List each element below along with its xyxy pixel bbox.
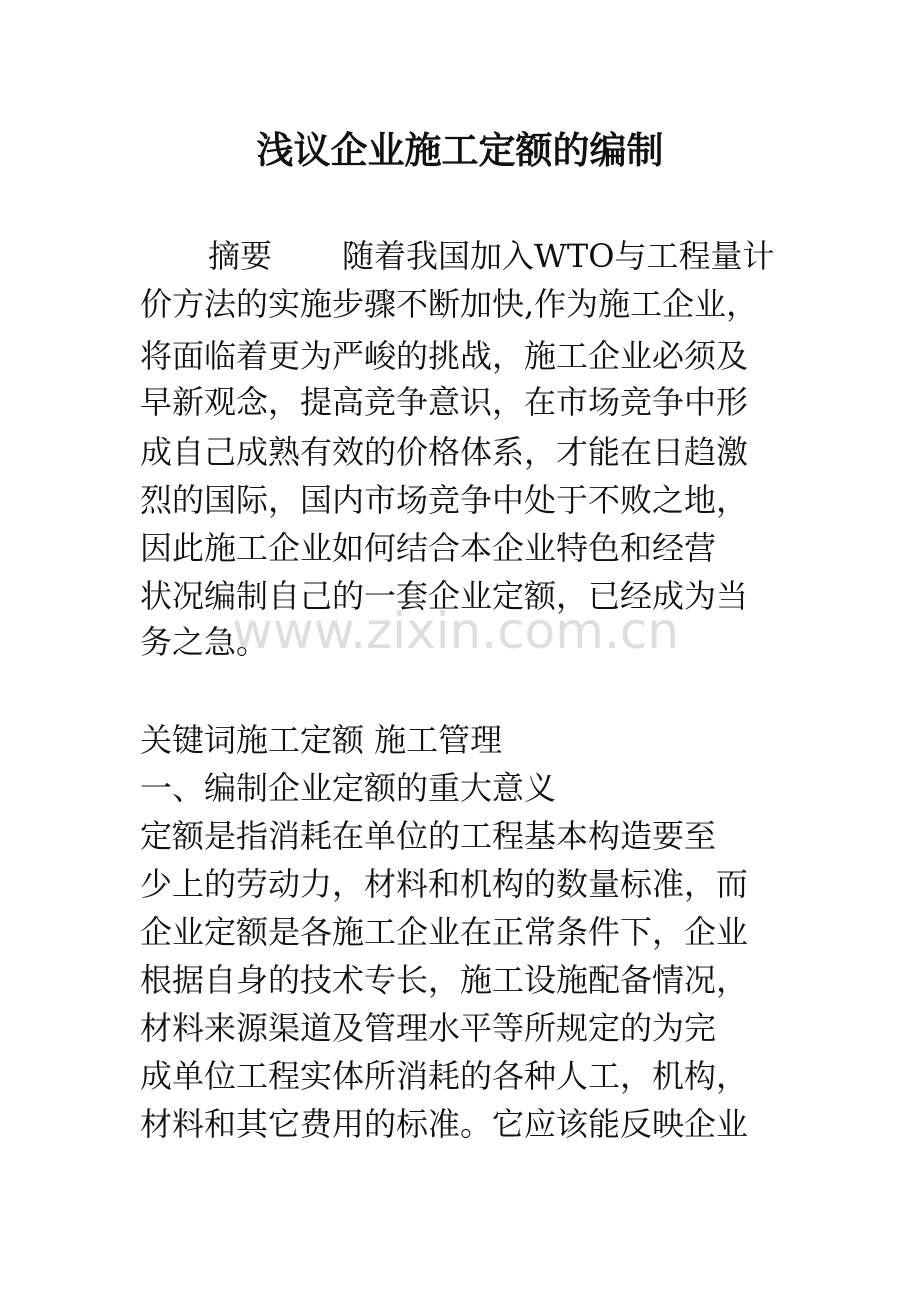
- section-heading: 一、编制企业定额的重大意义: [140, 769, 557, 807]
- text-line: 早新观念，提高竞争意识，在市场竞争中形: [140, 383, 749, 421]
- text-line: 少上的劳动力，材料和机构的数量标准，而: [140, 865, 749, 903]
- text-line: 根据自身的技术专长，施工设施配备情况，: [140, 961, 749, 999]
- keywords-line: 关键词施工定额 施工管理: [140, 721, 503, 759]
- text-line: 材料来源渠道及管理水平等所规定的为完: [140, 1009, 717, 1047]
- watermark-text: www.zixin.com.cn: [232, 602, 680, 660]
- text-line: 定额是指消耗在单位的工程基本构造要至: [140, 817, 717, 855]
- abstract-text: 随着我国加入WTO与工程量计: [342, 237, 775, 275]
- text-line: 成自己成熟有效的价格体系，才能在日趋激: [140, 433, 749, 471]
- text-line: 成单位工程实体所消耗的各种人工，机构，: [140, 1057, 749, 1095]
- text-line: 企业定额是各施工企业在正常条件下，企业: [140, 913, 749, 951]
- text-line: 材料和其它费用的标准。它应该能反映企业: [140, 1105, 749, 1143]
- abstract-line: [208, 234, 775, 278]
- text-line: 烈的国际，国内市场竞争中处于不败之地，: [140, 481, 749, 519]
- text-line: 将面临着更为严峻的挑战，施工企业必须及: [140, 337, 749, 375]
- text-line: 因此施工企业如何结合本企业特色和经营: [140, 529, 717, 567]
- text-line: 务之急。: [140, 623, 269, 661]
- text-line: 价方法的实施步骤不断加快,作为施工企业，: [140, 285, 759, 323]
- text-line: 状况编制自己的一套企业定额，已经成为当: [140, 577, 749, 615]
- document-title: 浅议企业施工定额的编制: [256, 128, 664, 172]
- abstract-label: 摘要: [208, 237, 273, 275]
